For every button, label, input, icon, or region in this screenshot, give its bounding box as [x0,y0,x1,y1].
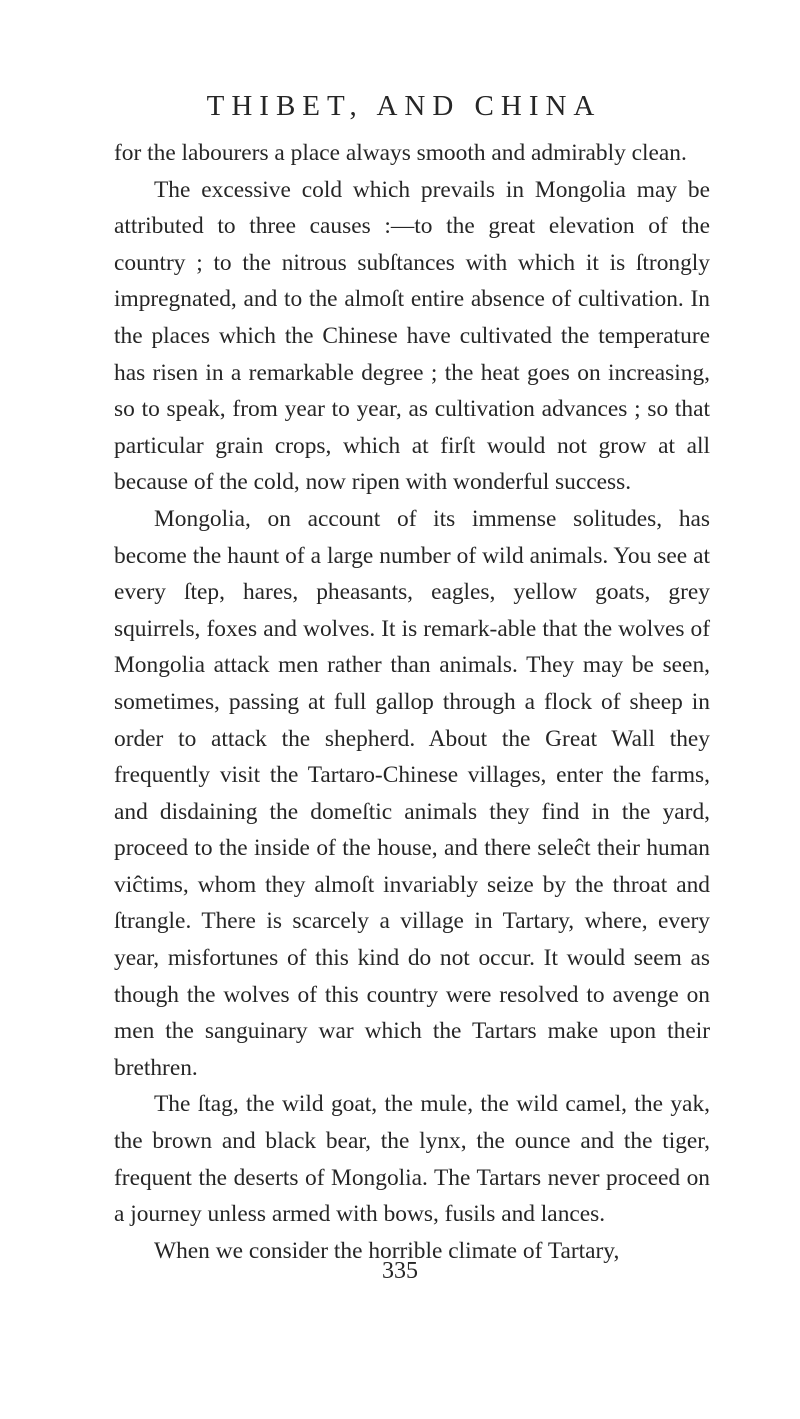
body-text [114,135,710,1269]
paragraph-deserts: The ſtag, the wild goat, the mule, the wild camel, the yak, the brown and black bear, the lynx, the ounce and the tiger, frequent the deserts of Mongolia. The Tartars never proceed on a journey unless armed with bows, fusils and lances. [114,1091,710,1228]
paragraph-wild-animals: Mongolia, on account of its immense solitudes, has become the haunt of a large number of wild animals. You see at every ſtep, hares, pheasants, eagles, yellow goats, grey squirrels, foxes and wolves. It is remark-able that the wolves of Mongolia attack men rather than animals. They may be seen, sometimes, passing at full gallop through a flock of sheep in order to attack the shepherd. About the Great Wall they frequently visit the Tartaro-Chinese villages, enter the farms, and disdaining the domeſtic animals they find in the yard, proceed to the inside of the house, and there seleĉt their human viĉtims, whom they almoſt invariably seize by the throat and ſtrangle. There is scarcely a village in Tartary, where, every year, misfortunes of this kind do not occur. It would seem as though the wolves of this country were resolved to avenge on men the sanguinary war which the Tartars make upon their brethren. [114,505,710,1081]
page-number: 335 [382,1258,418,1284]
paragraph-cold-causes: The excessive cold which prevails in Mongolia may be attributed to three causes :—to the great elevation of the country ; to the nitrous subſtances with which it is ſtrongly impregnated, and to the almoſt entire absence of cultivation. In the places which the Chinese have cultivated the temperature has risen in a remarkable degree ; the heat goes on increasing, so to speak, from year to year, as cultivation advances ; so that particular grain crops, which at firſt would not grow at all because of the cold, now ripen with wonderful success. [114,176,710,496]
running-head: THIBET, AND CHINA [206,90,602,122]
paragraph-continued: for the labourers a place always smooth and admirably clean. [114,140,687,166]
paragraph-climate: When we consider the horrible climate of Tartary, [154,1237,620,1264]
